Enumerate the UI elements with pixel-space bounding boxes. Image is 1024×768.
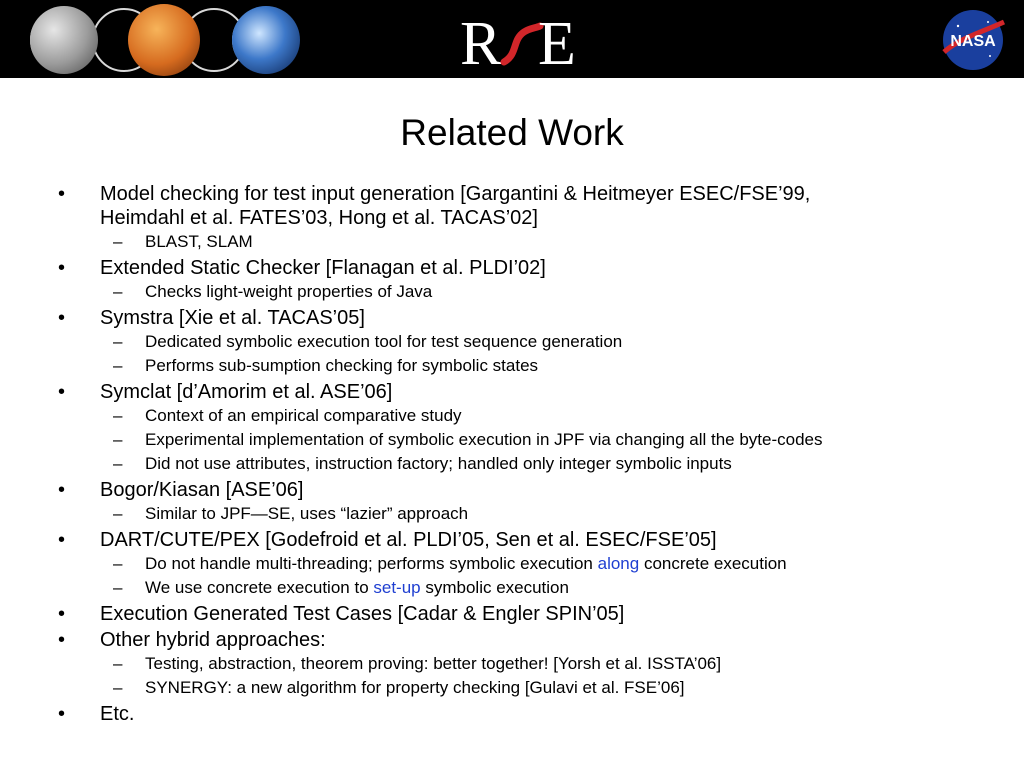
dash-marker: – [113,504,123,523]
bullet-item [0,702,1024,726]
sub-bullet-text: Performs sub-sumption checking for symbolic states [145,356,539,375]
bullet-text: Bogor/Kiasan [ASE’06] [100,479,304,501]
sub-bullet-item [0,230,1024,254]
bullet-marker: • [58,603,66,625]
dash-marker: – [113,332,123,351]
sub-bullet-item [0,354,1024,378]
highlight-text: along [597,554,640,573]
bullet-item [0,528,1024,552]
dash-marker: – [113,654,123,673]
highlight-text: set-up [373,578,421,597]
sub-bullet-item [0,452,1024,476]
dash-marker: – [113,356,123,375]
sub-bullet-text: concrete execution [639,554,787,573]
sub-bullet-item [0,552,1024,576]
bullet-text: Symstra [Xie et al. TACAS’05] [100,307,365,329]
svg-text:E: E [538,10,576,70]
bullet-item [0,380,1024,404]
bullet-marker: • [58,629,66,651]
svg-text:R: R [460,10,502,70]
sub-bullet-text: SYNERGY: a new algorithm for property checking [Gulavi et al. FSE’06] [145,678,685,697]
bullet-text: Model checking for test input generation [Gargantini & Heitmeyer ESEC/FSE’99, [100,183,811,205]
sub-bullet-text: symbolic execution [420,578,569,597]
sub-bullet-item [0,428,1024,452]
sub-bullet-text: Checks light-weight properties of Java [145,282,433,301]
bullet-item [0,628,1024,652]
sub-bullet-text: Experimental implementation of symbolic execution in JPF via changing all the byte-codes [145,430,823,449]
bullet-item [0,256,1024,280]
bullet-text: Other hybrid approaches: [100,629,326,651]
bullet-item [0,602,1024,626]
dash-marker: – [113,678,123,697]
bullet-marker: • [58,381,66,403]
bullet-marker: • [58,183,66,205]
dash-marker: – [113,578,123,597]
dash-marker: – [113,454,123,473]
bullet-item [0,306,1024,330]
bullet-marker: • [58,479,66,501]
sub-bullet-item [0,502,1024,526]
bullet-marker: • [58,307,66,329]
slide-title: Related Work [400,112,624,153]
dash-marker: – [113,232,123,251]
header-banner [0,0,1024,78]
dash-marker: – [113,554,123,573]
sub-bullet-text: Context of an empirical comparative study [145,406,462,425]
svg-text:NASA: NASA [950,33,996,50]
sub-bullet-text: Testing, abstraction, theorem proving: better together! [Yorsh et al. ISSTA’06] [145,654,722,673]
sub-bullet-item [0,576,1024,600]
bullet-item [0,182,1024,230]
sub-bullet-item [0,676,1024,700]
sub-bullet-text: Do not handle multi-threading; performs symbolic execution [145,554,598,573]
sub-bullet-item [0,652,1024,676]
sub-bullet-text: Similar to JPF—SE, uses “lazier” approach [145,504,469,523]
bullet-marker: • [58,703,66,725]
sub-bullet-item [0,330,1024,354]
bullet-list [0,180,1024,726]
rse-logo [460,10,580,70]
dash-marker: – [113,406,123,425]
sub-bullet-text: We use concrete execution to [145,578,374,597]
earth-icon [232,6,300,74]
sub-bullet-item [0,280,1024,304]
bullet-text: Symclat [d’Amorim et al. ASE’06] [100,381,393,403]
dash-marker: – [113,430,123,449]
mars-icon [128,4,200,76]
sub-bullet-text: BLAST, SLAM [145,232,253,251]
bullet-marker: • [58,257,66,279]
sub-bullet-text: Did not use attributes, instruction factory; handled only integer symbolic inputs [145,454,732,473]
bullet-marker: • [58,529,66,551]
dash-marker: – [113,282,123,301]
bullet-text: Extended Static Checker [Flanagan et al. PLDI’02] [100,257,546,279]
bullet-text: DART/CUTE/PEX [Godefroid et al. PLDI’05, Sen et al. ESEC/FSE’05] [100,529,717,551]
sub-bullet-item [0,404,1024,428]
sub-bullet-text: Dedicated symbolic execution tool for test sequence generation [145,332,623,351]
nasa-logo [938,8,1008,72]
moon-icon [30,6,98,74]
bullet-item [0,478,1024,502]
bullet-text: Heimdahl et al. FATES’03, Hong et al. TACAS’02] [100,207,538,229]
bullet-text: Etc. [100,703,135,725]
bullet-text: Execution Generated Test Cases [Cadar & Engler SPIN’05] [100,603,625,625]
